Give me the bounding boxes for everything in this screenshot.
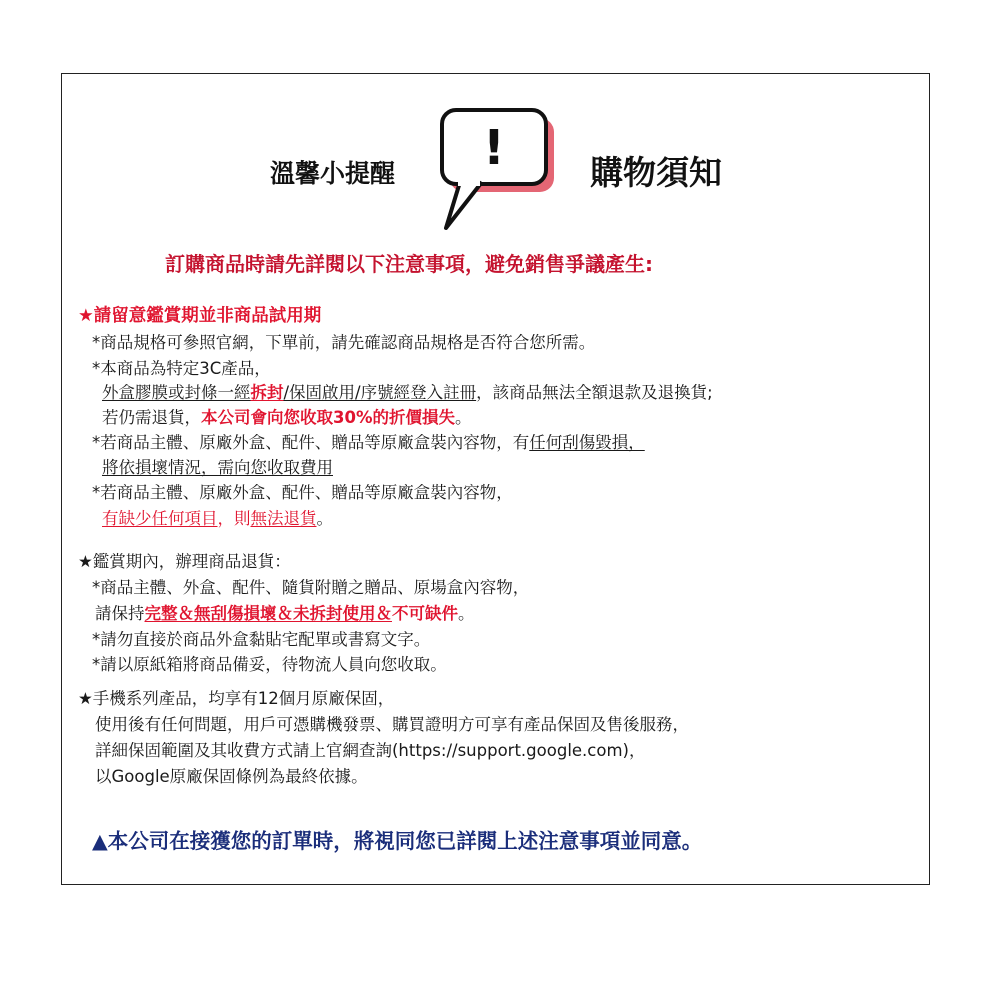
section1-line4 — [102, 407, 472, 429]
section3-line2: 詳細保固範圍及其收費方式請上官網查詢(https://support.google.com)， — [95, 741, 646, 760]
line2-period: 。 — [458, 604, 475, 623]
section2-line4: *請以原紙箱將商品備妥，待物流人員向您收取。 — [92, 655, 447, 674]
section1-line1: *商品規格可參照官網，下單前，請先確認商品規格是否符合您所需。 — [92, 333, 596, 352]
section1-heading: ★請留意鑑賞期並非商品試用期 — [78, 306, 322, 326]
section1-line8 — [102, 508, 333, 530]
return-prefix: 若仍需退貨， — [102, 408, 201, 427]
section2-line1: *商品主體、外盒、配件、隨貨附贈之贈品、原場盒內容物， — [92, 578, 530, 597]
agreement-footer: ▲本公司在接獲您的訂單時，將視同您已詳閱上述注意事項並同意。 — [92, 829, 703, 853]
warranty-activation-note: /保固啟用/序號經登入註冊 — [283, 383, 477, 402]
seal-note: 外盒膠膜或封條一經 — [102, 383, 251, 402]
no-return-note: 無法退貨 — [250, 509, 317, 528]
no-refund-note: ，該商品無法全額退款及退換貨; — [476, 383, 713, 402]
line4-period: 。 — [455, 408, 472, 427]
section3-heading: ★手機系列產品，均享有12個月原廠保固， — [78, 689, 395, 708]
header-left-title: 溫馨小提醒 — [270, 159, 396, 188]
contents-note: *若商品主體、原廠外盒、配件、贈品等原廠盒裝內容物，有 — [92, 433, 530, 452]
no-missing-parts: 不可缺件 — [392, 604, 458, 623]
section1-line7: *若商品主體、原廠外盒、配件、贈品等原廠盒裝內容物， — [92, 483, 513, 502]
header-right-title: 購物須知 — [590, 153, 722, 192]
unseal-keyword: 拆封 — [250, 383, 284, 402]
section1-line3 — [102, 382, 713, 404]
intact-requirement: 完整＆無刮傷損壞＆未拆封使用＆ — [144, 604, 392, 623]
notice-box — [61, 73, 930, 885]
section2-line2 — [95, 603, 475, 625]
missing-item-note: 有缺少任何項目 — [102, 509, 218, 528]
section1-line6: 將依損壞情況，需向您收取費用 — [102, 458, 333, 477]
depreciation-fee: 本公司會向您收取30%的折價損失 — [201, 408, 455, 427]
warning-bubble-icon — [436, 104, 558, 232]
line8-then: ，則 — [217, 509, 251, 528]
section1-line5 — [92, 432, 645, 454]
section2-heading: ★鑑賞期內，辦理商品退貨： — [78, 552, 291, 571]
exclamation-glyph: ! — [483, 120, 505, 176]
section3-line3: 以Google原廠保固條例為最終依據。 — [95, 767, 368, 786]
section2-line3: *請勿直接於商品外盒黏貼宅配單或書寫文字。 — [92, 630, 431, 649]
scratch-damage-note: 任何刮傷毀損， — [529, 433, 645, 452]
section1-line2: *本商品為特定3C產品， — [92, 359, 271, 378]
line8-period: 。 — [316, 509, 333, 528]
keep-prefix: 請保持 — [95, 604, 145, 623]
notice-subtitle: 訂購商品時請先詳閱以下注意事項，避免銷售爭議產生: — [165, 252, 653, 276]
section3-line1: 使用後有任何問題，用戶可憑購機發票、購買證明方可享有產品保固及售後服務， — [95, 715, 689, 734]
